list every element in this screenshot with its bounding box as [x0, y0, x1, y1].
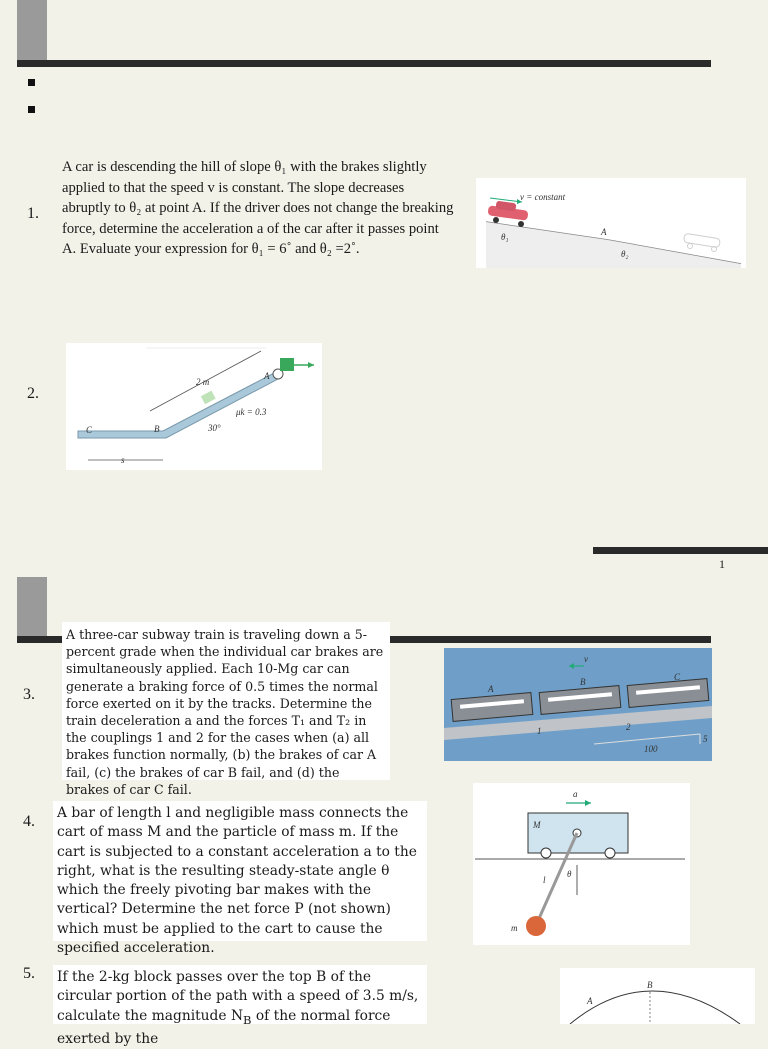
- q1-fig-v-label: v = constant: [520, 192, 566, 202]
- q2-fig-len: 2 m: [196, 377, 210, 387]
- q5-text: If the 2-kg block passes over the top B of the circular portion of the path with a speed of 3.5 m/s, calculate the magnitude $N_B$ of the normal force exerted by the: [57, 969, 419, 1047]
- q2-number: 2.: [27, 385, 39, 402]
- header-decoration-block: [17, 0, 47, 65]
- q5-text-panel: [53, 965, 427, 1047]
- q4-fig-M: M: [533, 820, 541, 830]
- header-bar-top: [17, 60, 711, 67]
- q3-number: 3.: [23, 686, 35, 703]
- q4-text-panel: [53, 801, 427, 957]
- q5-text-subscript: B: [243, 1012, 252, 1027]
- q3-figure: [444, 648, 712, 761]
- q2-fig-angle: 30°: [208, 423, 221, 433]
- bullet-1: [28, 79, 35, 86]
- train-car-b: [539, 686, 621, 715]
- q1-fig-theta2: θ₂: [621, 249, 629, 259]
- header-decoration-block-2: [17, 577, 47, 639]
- q1-number: 1.: [27, 205, 39, 222]
- q3-fig-rise: 5: [703, 734, 708, 744]
- q2-fig-s: s: [121, 455, 125, 465]
- q2-fig-a: A: [264, 371, 270, 381]
- q3-text-panel: [62, 622, 390, 797]
- q3-fig-c: C: [674, 672, 681, 682]
- q3-fig-v: v: [584, 654, 588, 664]
- q4-fig-a: a: [573, 789, 578, 799]
- page-number: 1: [719, 557, 725, 571]
- bullet-2: [28, 106, 35, 113]
- q4-fig-m: m: [511, 923, 518, 933]
- q3-fig-one: 1: [537, 726, 542, 736]
- q4-figure: [473, 783, 690, 945]
- q2-fig-mu: μk = 0.3: [236, 407, 267, 417]
- q3-fig-a: A: [488, 684, 494, 694]
- q2-fig-c: C: [86, 425, 93, 435]
- q5-number: 5.: [23, 965, 35, 982]
- q5-fig-a: A: [587, 996, 593, 1006]
- q1-text: A car is descending the hill of slope θ₁ with the brakes slightly applied to that the speed v is constant. The slope decreases abruptly to θ₂ at point A. If the driver does not change the breaking force, determine the acceleration a of the car after it passes point A. Evaluate your expression for θ₁ = 6˚ and θ₂ =2˚.: [62, 159, 454, 258]
- q5-figure: [560, 968, 755, 1024]
- q3-fig-two: 2: [626, 722, 631, 732]
- q3-fig-b: B: [580, 677, 586, 687]
- ghost-car-icon: [683, 233, 720, 251]
- q2-figure: [66, 343, 322, 470]
- q2-fig-b: B: [154, 424, 160, 434]
- q4-fig-l: l: [543, 875, 546, 885]
- q4-fig-theta: θ: [567, 869, 572, 879]
- q4-text: A bar of length l and negligible mass connects the cart of mass M and the particle of mass m. If the cart is subjected to a constant acceleration a to the right, what is the resulting steady-state angle θ which the freely pivoting bar makes with the vertical? Determine the net force P (not shown) which must be applied to the cart to cause the specified acceleration.: [57, 805, 417, 957]
- q1-fig-a-label: A: [601, 227, 607, 237]
- q3-fig-run: 100: [644, 744, 658, 754]
- separator-bar: [593, 547, 768, 554]
- q1-figure: [476, 178, 746, 268]
- q1-fig-theta1: θ₁: [501, 232, 509, 242]
- q5-fig-b: B: [647, 980, 653, 990]
- train-car-a: [451, 693, 533, 722]
- train-car-c: [627, 679, 709, 708]
- q3-text: A three-car subway train is traveling down a 5-percent grade when the individual car brakes are simultaneously applied. Each 10-Mg car can generate a braking force of 0.5 times the normal force exerted on it by the tracks. Determine the train deceleration a and the forces T₁ and T₂ in the couplings 1 and 2 for the cases when (a) all brakes function normally, (b) the brakes of car A fail, (c) the brakes of car B fail, and (d) the brakes of car C fail.: [66, 627, 384, 797]
- q4-number: 4.: [23, 813, 35, 830]
